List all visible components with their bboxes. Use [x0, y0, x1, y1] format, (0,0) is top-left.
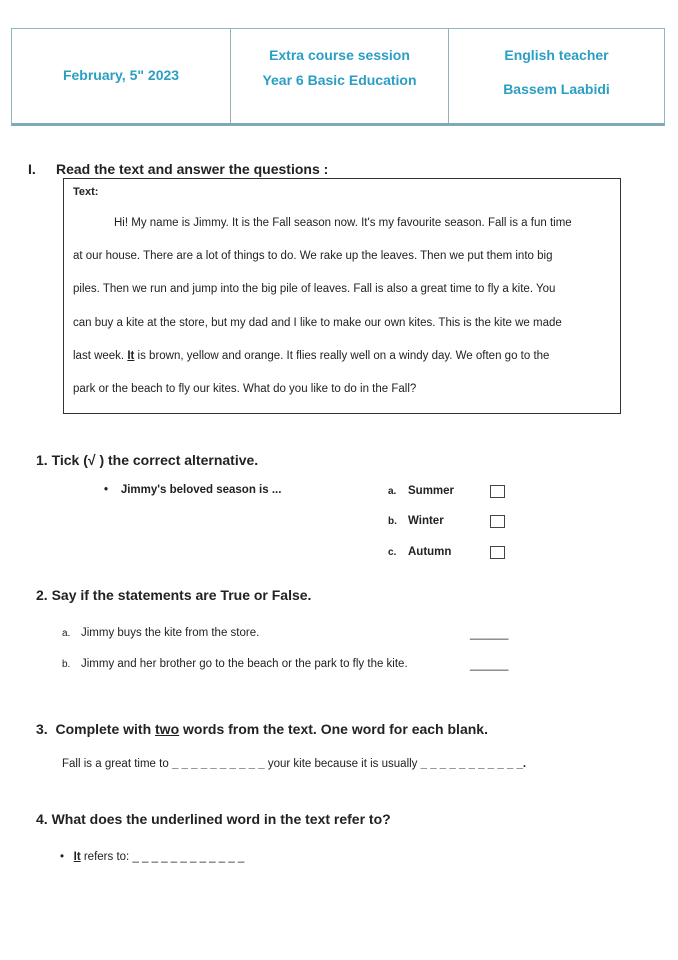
q1-prompt: • Jimmy's beloved season is ...: [104, 484, 282, 496]
q2-title: 2. Say if the statements are True or False.: [36, 587, 312, 603]
option-c[interactable]: c. Autumn: [388, 546, 452, 558]
date: February, 5" 2023: [62, 67, 180, 83]
answer-blank-b[interactable]: ______: [470, 659, 509, 671]
header-teacher-cell: [449, 29, 664, 123]
passage-box: [63, 178, 621, 414]
header-course-cell: [231, 29, 449, 123]
passage-line: [73, 350, 549, 362]
checkbox-c[interactable]: [490, 546, 505, 559]
q3-sentence: Fall is a great time to _ _ _ _ _ _ _ _ _ _ your kite because it is usually _ _ _ _ _ _ _ _ _ _ _.: [62, 758, 527, 770]
role: English teacher: [504, 47, 609, 63]
passage-label: Text:: [73, 186, 99, 198]
passage-line: park or the beach to fly our kites. What do you like to do in the Fall?: [73, 383, 417, 395]
level: Year 6 Basic Education: [262, 72, 417, 88]
passage-text: last week.: [73, 350, 128, 362]
teacher-name: Bassem Laabidi: [503, 81, 610, 97]
passage-line: piles. Then we run and jump into the big pile of leaves. Fall is also a great time to fly a kite. You: [73, 283, 556, 295]
option-b[interactable]: b. Winter: [388, 515, 444, 527]
blank-2[interactable]: _ _ _ _ _ _ _ _ _ _ _.: [420, 758, 527, 770]
underlined-word: It: [127, 350, 135, 362]
passage-line: can buy a kite at the store, but my dad and I like to make our own kites. This is the kite we made: [73, 317, 562, 329]
q4-blank[interactable]: _ _ _ _ _ _ _ _ _ _ _ _: [132, 851, 245, 863]
header-date-cell: [12, 29, 231, 123]
checkbox-a[interactable]: [490, 485, 505, 498]
course: Extra course session: [269, 47, 410, 63]
answer-blank-a[interactable]: ______: [470, 628, 509, 640]
passage-text: is brown, yellow and orange. It flies really well on a windy day. We often go to the: [134, 350, 550, 362]
option-a[interactable]: a. Summer: [388, 485, 455, 497]
passage-line: Hi! My name is Jimmy. It is the Fall season now. It's my favourite season. Fall is a fun time: [114, 217, 572, 229]
section-title: Read the text and answer the questions :: [56, 161, 329, 177]
q4-answer: • It refers to: _ _ _ _ _ _ _ _ _ _ _ _: [60, 851, 245, 863]
q3-title: 3. Complete with two words from the text. One word for each blank.: [36, 721, 488, 737]
checkbox-b[interactable]: [490, 515, 505, 528]
header-table: [11, 28, 665, 126]
q1-title: 1. Tick (√ ) the correct alternative.: [36, 452, 259, 468]
passage-line: at our house. There are a lot of things to do. We rake up the leaves. Then we put them into big: [73, 250, 553, 262]
statement-a: a. Jimmy buys the kite from the store.: [62, 627, 260, 639]
q4-title: 4. What does the underlined word in the text refer to?: [36, 811, 391, 827]
blank-1[interactable]: _ _ _ _ _ _ _ _ _ _: [171, 758, 265, 770]
section-number: I.: [28, 161, 36, 177]
statement-b: b. Jimmy and her brother go to the beach or the park to fly the kite.: [62, 658, 408, 670]
